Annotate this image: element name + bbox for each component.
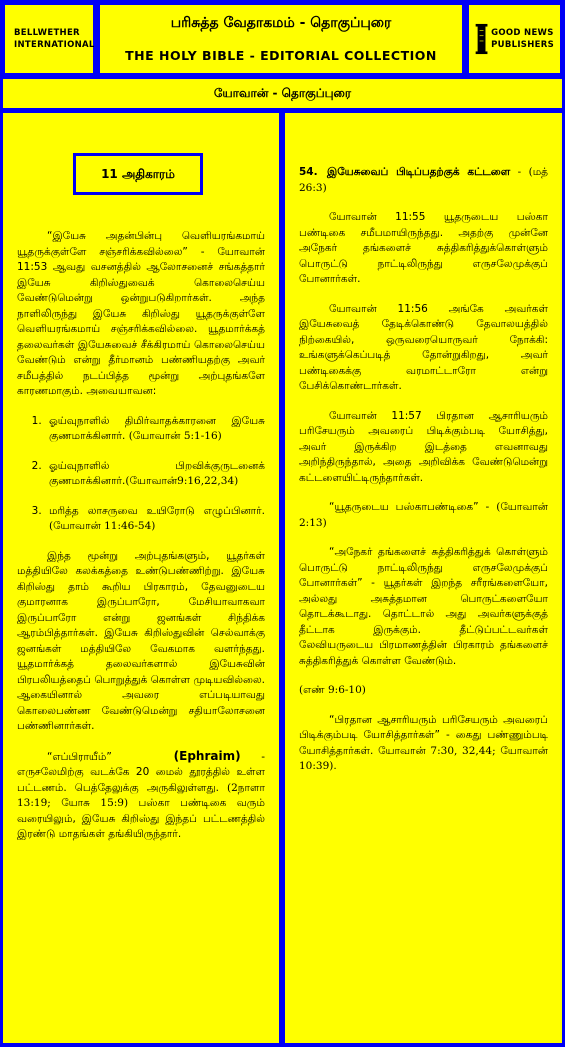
list-item: 3. மரித்த லாசருவை உயிரோடு எழுப்பினார். (யோவான் 11:46-54) — [45, 504, 265, 535]
logo-line-1: GOOD NEWS — [491, 28, 554, 38]
paragraph: யோவான் 11:57 பிரதான ஆசாரியரும் பரிசேயரும் அவரைப் பிடிக்கும்படி யோசித்து, அவர் இருக்கிற இடத்தை எவனாவது அறிந்திருந்தால், அதை அறிவிக்க வேண்டுமென்று கட்டளையிட்டிருந்தார்கள். — [299, 409, 548, 484]
paragraph: யோவான் 11:56 அங்கே அவர்கள் இயேசுவைத் தேடிக்கொண்டு தேவாலயத்தில் நிற்கையில், ஒருவரையொருவர் நோக்கி: உங்களுக்கெப்படித் தோன்றுகிறது, அவர் பண்டிகைக்கு வரமாட்டாரோ என்று பேசிக்கொண்டார்கள். — [299, 302, 548, 392]
good-news-logo — [467, 3, 562, 75]
paragraph: “பிரதான ஆசாரியரும் பரிசேயரும் அவரைப் பிடிக்கும்படி யோசித்தார்கள்” - கைது பண்ணும்படி யோசித்தார்கள். யோவான் 7:30, 32,44; யோவான் 10:39). — [299, 713, 548, 772]
paragraph: “இயேசு அதன்பின்பு வெளியரங்கமாய் யூதருக்குள்ளே சஞ்சரிக்கவில்லை” - யோவான் 11:53 ஆவது வசனத்தில் ஆலோசனைச் சங்கத்தார் இயேசு கிறிஸ்துவைக் கொலைசெய்ய வேண்டுமென்று ஒன்றுபடுகிறார்கள். அந்த நாளிலிருந்து இயேசு கிறிஸ்து யூதருக்குள்ளே வெளியரங்கமாய் சஞ்சரிக்கவில்லை. யூதமார்க்கத் தலைவர்கள் இயேசுவைச் சீக்கிரமாய் கொலைசெய்ய வேண்டும் என்று தீர்மானம் பண்ணியதற்கு அவர் சமீபத்தில் நடப்பித்த மூன்று அற்புதங்களே காரணமாகும். அவையாவன: — [17, 230, 265, 397]
list-item: 1. ஓய்வுநாளில் திமிர்வாதக்காரனை இயேசு குணமாக்கினார். (யோவான் 5:1-16) — [45, 414, 265, 445]
logo-line-1: BELLWETHER — [14, 28, 80, 38]
logo-line-2: PUBLISHERS — [491, 40, 554, 50]
header-title-box — [98, 3, 464, 75]
page-title-english: THE HOLY BIBLE - EDITORIAL COLLECTION — [125, 48, 437, 63]
scroll-icon — [475, 14, 488, 64]
bellwether-logo — [3, 3, 95, 75]
paragraph: “அநேகர் தங்களைச் சுத்திகரித்துக் கொள்ளும் பொருட்டு நாட்டிலிருந்து எருசலேமுக்குப் போனார்கள்” - யூதர்கள் இறந்த சரீரங்களையோ, அல்லது அசுத்தமான பொருட்களையோ தொடக்கூடாது. தொட்டால் அது அவர்களுக்குத் தீட்டாக இருக்கும். தீட்டுப்பட்டவர்கள் லேவியருடைய பிரமாணத்தின் பிரகாரம் தங்களைச் சுத்திகரித்துக் கொள்ள வேண்டும். — [299, 546, 548, 667]
paragraph: “எப்பிராயீம்” (Ephraim) - எருசலேமிற்கு வடக்கே 20 மைல் தூரத்தில் உள்ள பட்டணம். பெத்தேலுக்கு அருகிலுள்ளது. (2நாளா 13:19; யோசு 15:9) பஸ்கா பண்டிகை வரும் வரையிலும், இயேசு கிறிஸ்து இந்தப் பட்டணத்தில் இரண்டு மாதங்கள் தங்கியிருந்தார். — [17, 748, 265, 840]
reference: (எண் 9:6-10) — [299, 684, 366, 696]
page-title-tamil: பரிசுத்த வேதாகமம் - தொகுப்புரை — [170, 15, 392, 31]
right-column — [285, 113, 562, 1043]
section-subtitle: யோவான் - தொகுப்புரை — [3, 79, 562, 108]
paragraph: “யூதருடைய பஸ்காபண்டிகை” - (யோவான் 2:13) — [299, 501, 548, 529]
left-column — [3, 113, 279, 1043]
miracle-list — [17, 414, 265, 535]
logo-line-2: INTERNATIONAL — [14, 40, 95, 50]
chapter-heading: 11 அதிகாரம் — [73, 153, 203, 195]
paragraph: இந்த மூன்று அற்புதங்களும், யூதர்கள் மத்தியிலே கலக்கத்தை உண்டுபண்ணிற்று. இயேசு கிறிஸ்து தாம் கூறிய பிரகாரம், தேவனுடைய குமாரனாக இருப்பாரோ, மேசியாவாகவா இருப்பாரோ என்று ஜனங்கள் சிந்திக்க ஆரம்பித்தார்கள். இயேசு கிறிஸ்துவின் செல்வாக்கு ஜனங்கள் மத்தியிலே வேகமாக வளர்ந்தது. யூதமார்க்கத் தலைவர்களால் இயேசுவின் பிரபலியத்தைப் பொறுத்துக் கொள்ள முடியவில்லை. ஆகையினால் அவரை எப்படியாவது கொலைபண்ண வேண்டுமென்று சதியாலோசனை பண்ணினார்கள். — [17, 549, 265, 732]
list-item: 2. ஓய்வுநாளில் பிறவிக்குருடனைக் குணமாக்கினார்.(யோவான்9:16,22,34) — [45, 459, 265, 490]
section-heading: 54. இயேசுவைப் பிடிப்பதற்குக் கட்டளை - (மத் 26:3) — [299, 166, 548, 194]
paragraph: யோவான் 11:55 யூதருடைய பஸ்கா பண்டிகை சமீபமாயிருந்தது. அதற்கு முன்னே அநேகர் தங்களைச் சுத்திகரித்துக்கொள்ளும் பொருட்டு நாட்டிலிருந்து எருசலேமுக்குப் போனார்கள். — [299, 211, 548, 285]
